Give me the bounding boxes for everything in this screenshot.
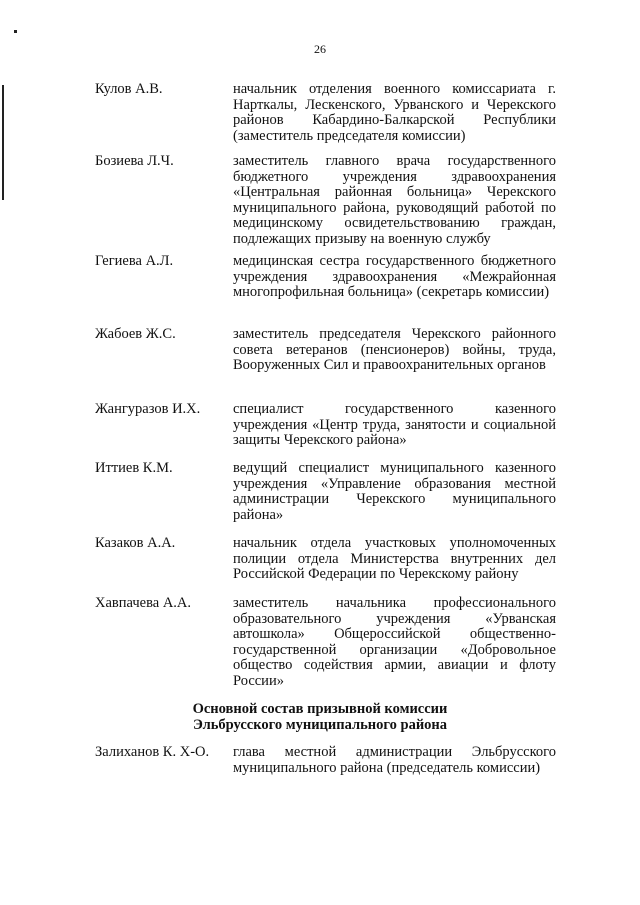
member-role: заместитель главного врача государственного бюджетного учреждения здравоохранения «Центральная районная больница» Черекского муниципального района, руководящий работой по медицинскому освидетельствованию граждан, подлежащих призыву на военную службу [233, 153, 556, 247]
section-heading-line: Эльбрусского муниципального района [192, 717, 448, 733]
member-role: ведущий специалист муниципального казенного учреждения «Управление образования местной администрации Черекского муниципального района» [233, 460, 556, 523]
scan-artifact-mark [2, 85, 4, 200]
member-role: глава местной администрации Эльбрусского муниципального района (председатель комиссии) [233, 744, 556, 776]
member-role: специалист государственного казенного учреждения «Центр труда, занятости и социальной защиты Черекского района» [233, 401, 556, 448]
member-name: Казаков А.А. [95, 535, 176, 551]
member-name: Жабоев Ж.С. [95, 326, 176, 342]
section-heading-line: Основной состав призывной комиссии [192, 701, 448, 717]
member-name: Кулов А.В. [95, 81, 163, 97]
scan-artifact-mark [14, 30, 17, 33]
member-role: начальник отдела участковых уполномоченных полиции отдела Министерства внутренних дел Российской Федерации по Черекскому району [233, 535, 556, 582]
member-name: Иттиев К.М. [95, 460, 173, 476]
member-role: заместитель начальника профессионального образовательного учреждения «Урванская автошкола» Общероссийской общественно-государственной организации «Добровольное общество содействия армии, авиации и флоту России» [233, 595, 556, 689]
member-name: Бозиева Л.Ч. [95, 153, 174, 169]
member-name: Гегиева А.Л. [95, 253, 174, 269]
member-role: медицинская сестра государственного бюджетного учреждения здравоохранения «Межрайонная многопрофильная больница» (секретарь комиссии) [233, 253, 556, 300]
section-heading [0, 701, 640, 733]
page-number: 26 [314, 42, 326, 56]
member-role: начальник отделения военного комиссариата г. Нарткалы, Лескенского, Урванского и Черекского районов Кабардино-Балкарской Республики (заместитель председателя комиссии) [233, 81, 556, 144]
member-role: заместитель председателя Черекского районного совета ветеранов (пенсионеров) войны, труда, Вооруженных Сил и правоохранительных органов [233, 326, 556, 373]
member-name: Жангуразов И.Х. [95, 401, 201, 417]
member-name: Залиханов К. Х-О. [95, 744, 210, 760]
member-name: Хавпачева А.А. [95, 595, 192, 611]
